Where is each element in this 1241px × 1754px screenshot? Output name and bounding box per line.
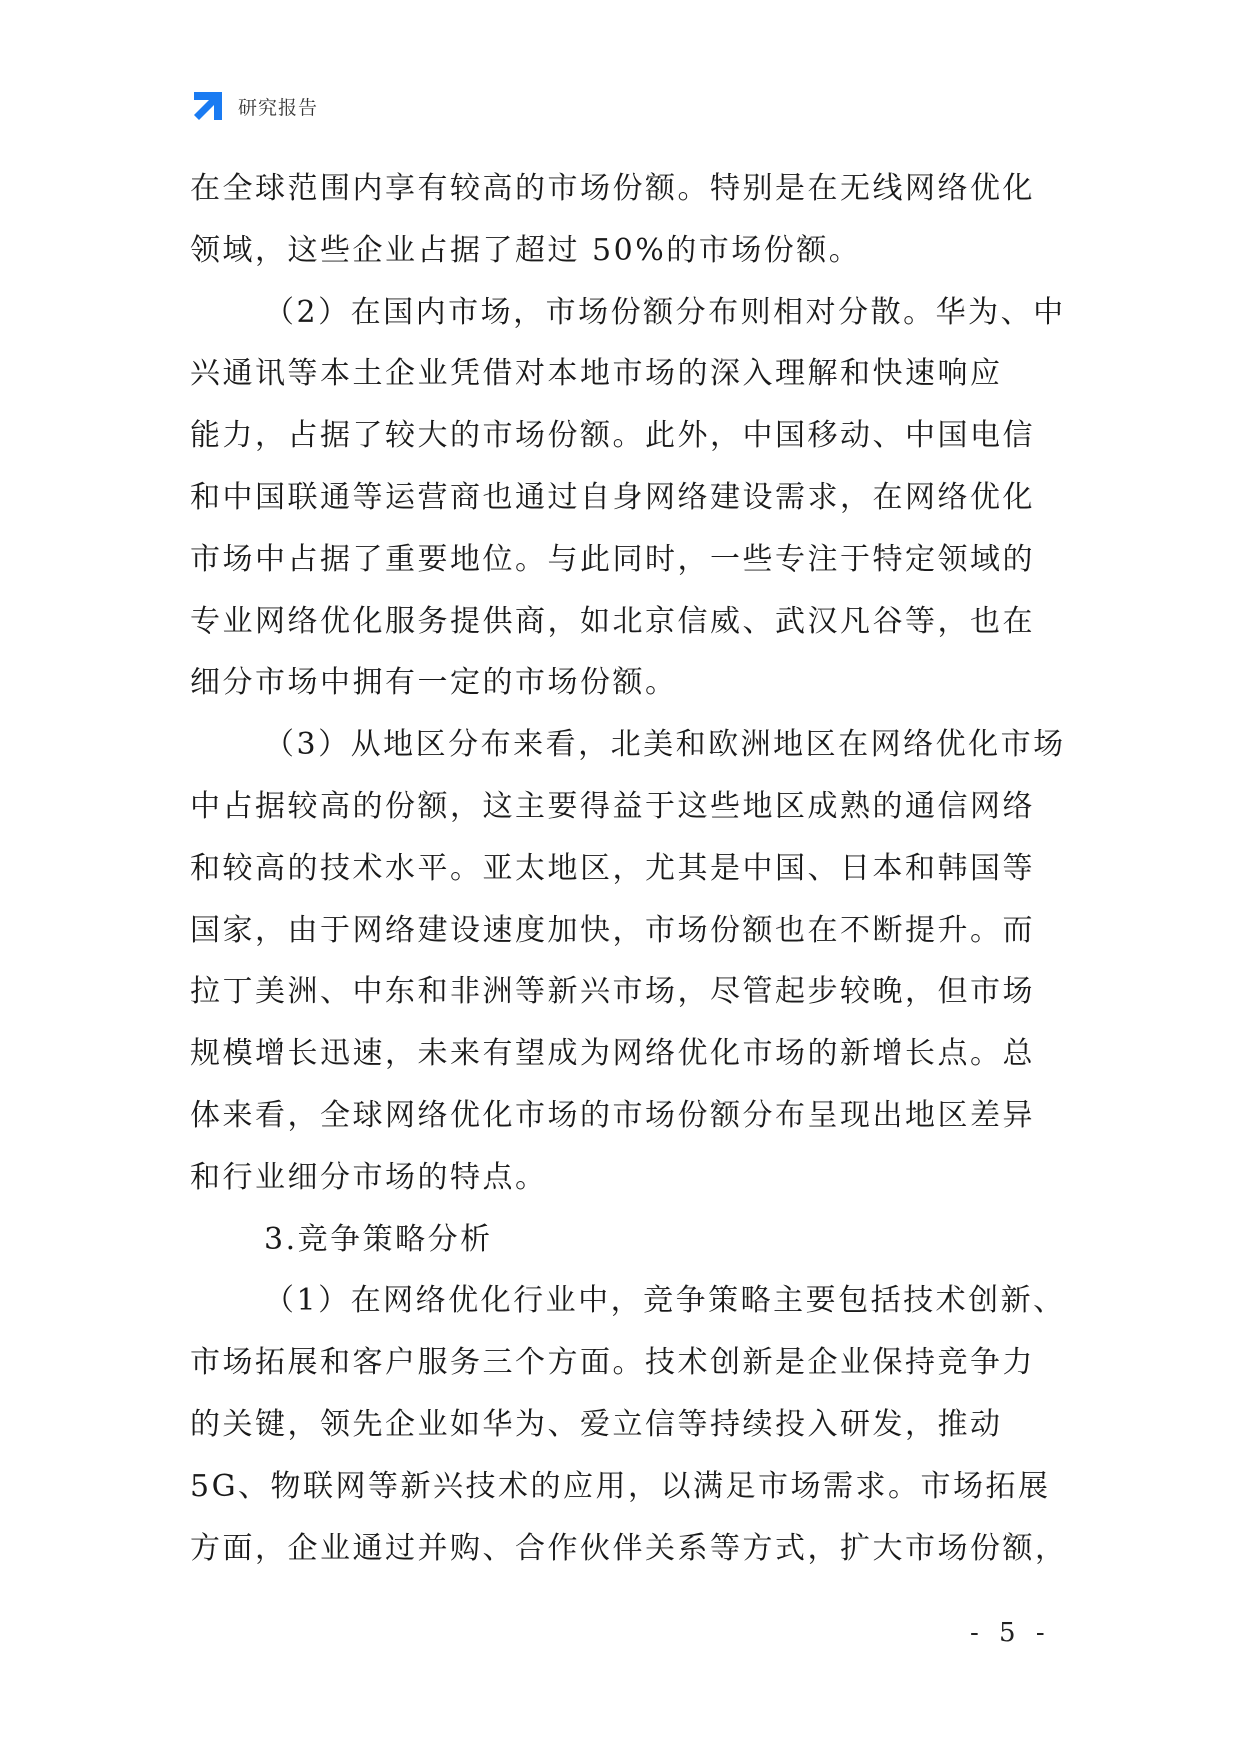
text-line: （3）从地区分布来看，北美和欧洲地区在网络优化市场 [264,727,1066,763]
text-line: 和较高的技术水平。亚太地区，尤其是中国、日本和韩国等 [190,850,1035,886]
page-header [190,88,318,124]
text-line: 领域，这些企业占据了超过 50%的市场份额。 [190,232,862,268]
text-line: 的关键，领先企业如华为、爱立信等持续投入研发，推动 [190,1406,1003,1442]
text-line: 市场中占据了重要地位。与此同时，一些专注于特定领域的 [190,541,1035,577]
text-line: 体来看，全球网络优化市场的市场份额分布呈现出地区差异 [190,1097,1035,1133]
text-line: 兴通讯等本土企业凭借对本地市场的深入理解和快速响应 [190,356,1003,392]
text-line: 和中国联通等运营商也通过自身网络建设需求，在网络优化 [190,479,1035,515]
text-line: 规模增长迅速，未来有望成为网络优化市场的新增长点。总 [190,1036,1035,1072]
section-heading-text: 3.竞争策略分析 [264,1221,493,1257]
paragraph-4 [190,1270,1068,1579]
text-line: 5G、物联网等新兴技术的应用，以满足市场需求。市场拓展 [190,1468,1051,1504]
text-line: （2）在国内市场，市场份额分布则相对分散。华为、中 [264,294,1066,330]
text-line: 专业网络优化服务提供商，如北京信威、武汉凡谷等，也在 [190,603,1035,639]
section-heading [190,1209,1050,1271]
paragraph-3 [190,714,1066,1208]
text-line: 和行业细分市场的特点。 [190,1159,548,1195]
text-line: 中占据较高的份额，这主要得益于这些地区成熟的通信网络 [190,788,1035,824]
paragraph-2 [190,282,1066,715]
header-title: 研究报告 [238,96,319,119]
text-line: 国家，由于网络建设速度加快，市场份额也在不断提升。而 [190,912,1035,948]
text-line: 能力，占据了较大的市场份额。此外，中国移动、中国电信 [190,418,1035,454]
text-line: 在全球范围内享有较高的市场份额。特别是在无线网络优化 [190,171,1035,206]
page-number: - 5 - [970,1618,1051,1648]
text-line: 细分市场中拥有一定的市场份额。 [190,665,678,701]
text-line: 方面，企业通过并购、合作伙伴关系等方式，扩大市场份额， [190,1530,1068,1566]
text-line: 市场拓展和客户服务三个方面。技术创新是企业保持竞争力 [190,1345,1035,1381]
text-line: 拉丁美洲、中东和非洲等新兴市场，尽管起步较晚，但市场 [190,974,1035,1010]
diagonal-arrow-logo-icon [190,88,226,124]
document-body [190,158,1068,1579]
text-line: （1）在网络优化行业中，竞争策略主要包括技术创新、 [264,1283,1066,1319]
paragraph-1 [190,158,1050,282]
